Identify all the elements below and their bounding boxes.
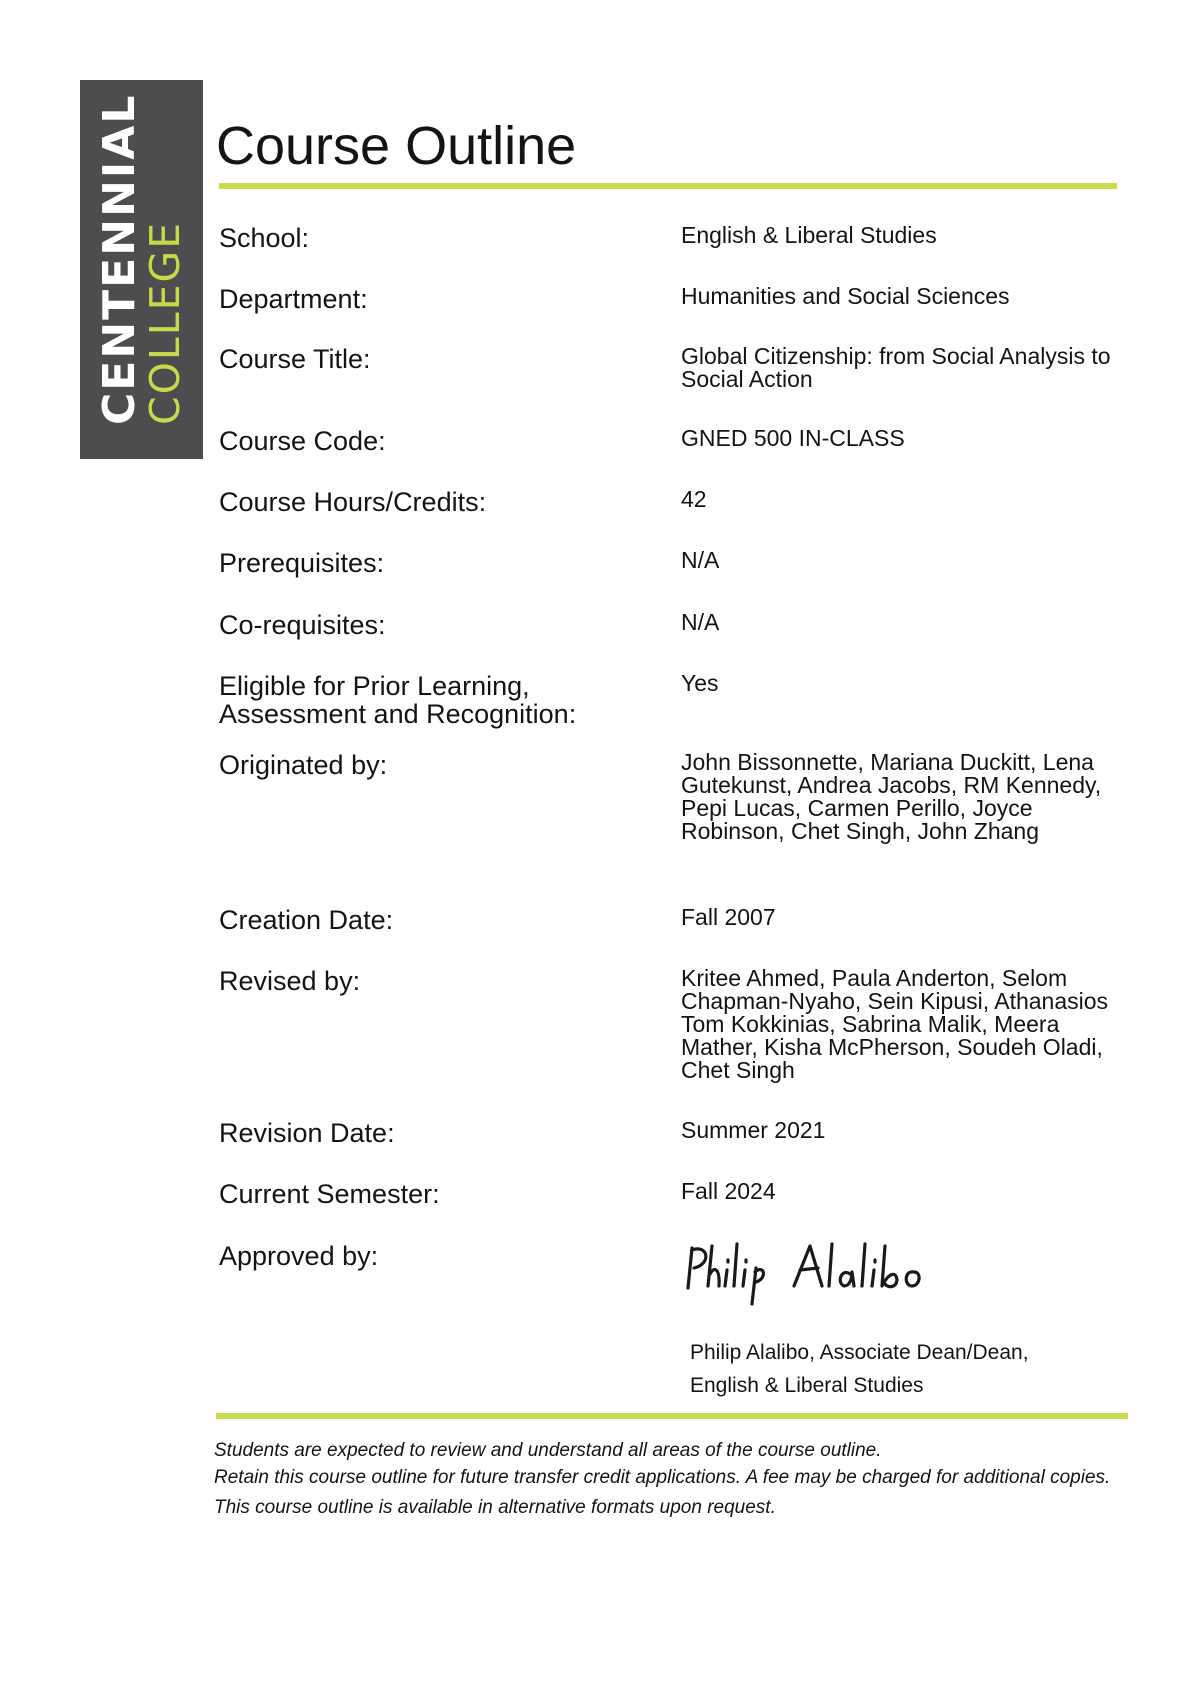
field-label: Revision Date: — [219, 1118, 395, 1148]
field-label: Eligible for Prior Learning, Assessment and Recognition: — [219, 671, 577, 729]
field-label: Originated by: — [219, 750, 388, 780]
title-divider — [219, 183, 1117, 189]
approver-name-title: Philip Alalibo, Associate Dean/Dean, — [690, 1341, 1029, 1364]
approver-school: English & Liberal Studies — [690, 1374, 924, 1397]
logo-wordmark-line2: COLLEGE — [140, 220, 189, 425]
field-label: Co-requisites: — [219, 610, 386, 640]
field-value: Global Citizenship: from Social Analysis to Social Action — [681, 343, 1111, 392]
field-value: Fall 2007 — [681, 904, 776, 930]
approver-block — [690, 1336, 1029, 1402]
field-value: N/A — [681, 609, 720, 635]
field-label: Course Title: — [219, 344, 371, 374]
field-label: Current Semester: — [219, 1179, 440, 1209]
field-label: Course Code: — [219, 426, 386, 456]
logo-wordmark-line1: CENTENNIAL — [93, 93, 145, 425]
field-value: Humanities and Social Sciences — [681, 283, 1010, 309]
field-label: Revised by: — [219, 966, 361, 996]
field-value: GNED 500 IN-CLASS — [681, 425, 905, 451]
field-value: John Bissonnette, Mariana Duckitt, Lena Gutekunst, Andrea Jacobs, RM Kennedy, Pepi Lucas, Carmen Perillo, Joyce Robinson, Chet Singh, John Zhang — [681, 749, 1102, 844]
field-value: Fall 2024 — [681, 1178, 776, 1204]
college-logo — [80, 80, 203, 459]
field-value: Kritee Ahmed, Paula Anderton, Selom Chapman-Nyaho, Sein Kipusi, Athanasios Tom Kokkinias, Sabrina Malik, Meera Mather, Kisha McPherson, Soudeh Oladi, Chet Singh — [681, 965, 1109, 1083]
field-label: Course Hours/Credits: — [219, 487, 487, 517]
page-title: Course Outline — [216, 116, 577, 176]
field-label: Creation Date: — [219, 905, 394, 935]
field-value: English & Liberal Studies — [681, 222, 937, 248]
field-label: Approved by: — [219, 1241, 379, 1271]
note-alternative-formats: This course outline is available in alternative formats upon request. — [214, 1497, 776, 1518]
footer-divider — [216, 1413, 1128, 1419]
field-value: Yes — [681, 670, 719, 696]
approver-signature — [682, 1238, 962, 1308]
footer-notes — [214, 1439, 1134, 1523]
field-value: N/A — [681, 547, 720, 573]
field-label: School: — [219, 223, 310, 253]
note-retain: Retain this course outline for future transfer credit applications. A fee may be charged for additional copies. — [214, 1467, 1111, 1488]
field-value: Summer 2021 — [681, 1117, 826, 1143]
field-label: Prerequisites: — [219, 548, 385, 578]
note-review: Students are expected to review and understand all areas of the course outline. — [214, 1440, 882, 1461]
field-label: Department: — [219, 284, 368, 314]
field-value: 42 — [681, 486, 707, 512]
